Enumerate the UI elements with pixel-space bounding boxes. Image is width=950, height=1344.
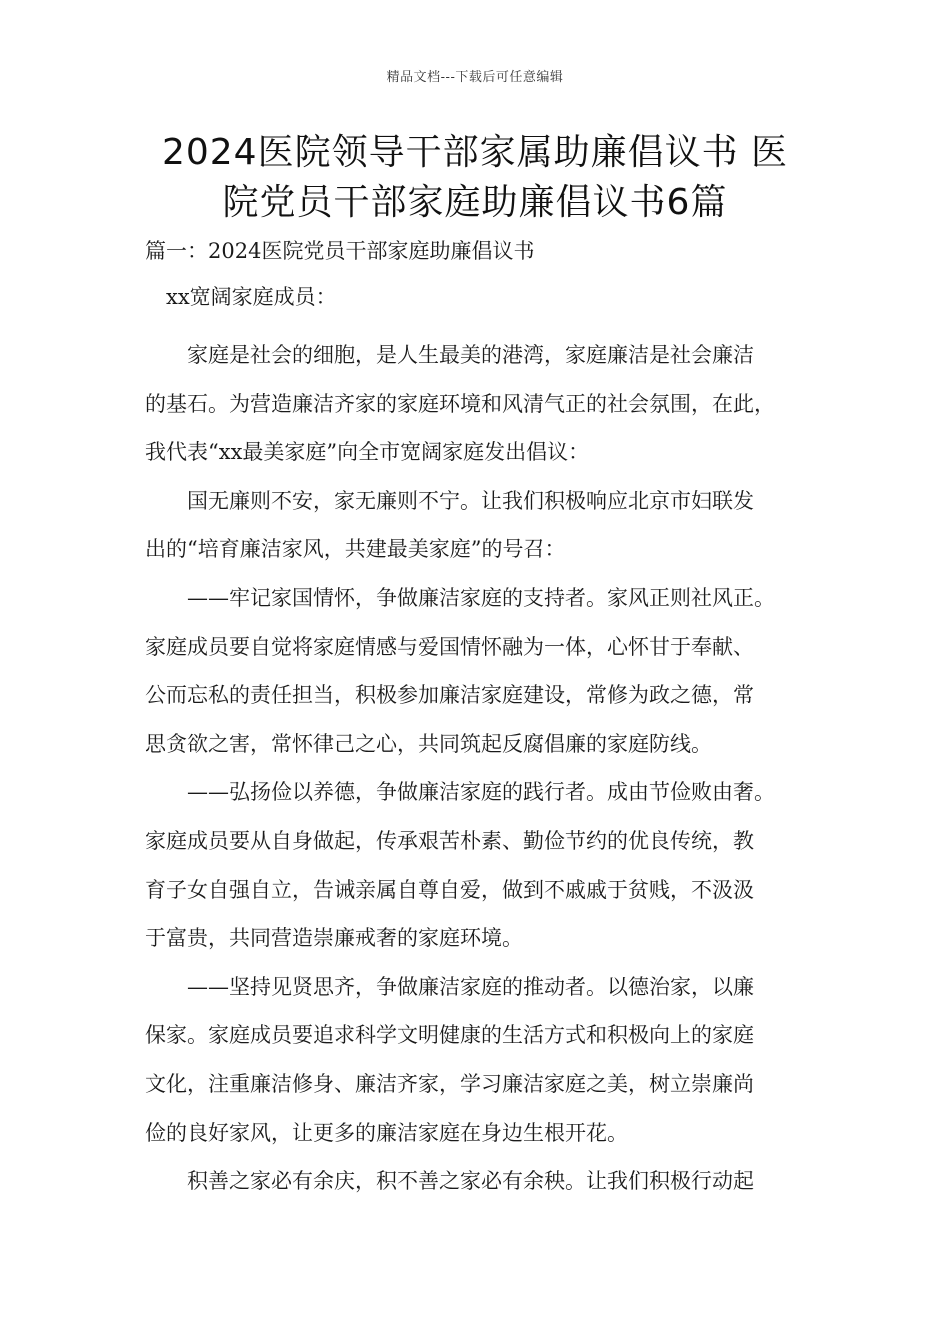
paragraph-4: ——弘扬俭以养德，争做廉洁家庭的践行者。成由节俭败由奢。 家庭成员要从自身做起，传承艰苦朴素、勤俭节约的优良传统，教 育子女自强自立，告诫亲属自尊自爱，做到不戚戚于贫贱，不汲汲 于富贵，共同营造崇廉戒奢的家庭环境。 <box>145 780 775 951</box>
paragraph-6: 积善之家必有余庆，积不善之家必有余秧。让我们积极行动起 <box>187 1169 754 1194</box>
title-line-1: 2024医院领导干部家属助廉倡议书 医 <box>161 132 789 173</box>
paragraph-3: ——牢记家国情怀，争做廉洁家庭的支持者。家风正则社风正。 家庭成员要自觉将家庭情感与爱国情怀融为一体，心怀甘于奉献、 公而忘私的责任担当，积极参加廉洁家庭建设，常修为政之德，常 思贪欲之害，常怀律己之心，共同筑起反腐倡廉的家庭防线。 <box>145 585 775 756</box>
document-title <box>110 128 840 228</box>
title-line-2: 院党员干部家庭助廉倡议书6篇 <box>222 182 728 223</box>
salutation: xx宽阔家庭成员： <box>166 285 337 309</box>
paragraph-1: 家庭是社会的细胞，是人生最美的港湾，家庭廉洁是社会廉洁 的基石。为营造廉洁齐家的家庭环境和风清气正的社会氛围，在此， 我代表“xx最美家庭”向全市宽阔家庭发出倡议： <box>145 343 775 465</box>
paragraph-5: ——坚持见贤思齐，争做廉洁家庭的推动者。以德治家，以廉 保家。家庭成员要追求科学文明健康的生活方式和积极向上的家庭 文化，注重廉洁修身、廉洁齐家，学习廉洁家庭之美，树立崇廉尚 俭的良好家风，让更多的廉洁家庭在身边生根开花。 <box>145 974 754 1145</box>
header-note: 精品文档---下载后可任意编辑 <box>386 70 564 85</box>
paragraph-2: 国无廉则不安，家无廉则不宁。让我们积极响应北京市妇联发 出的“培育廉洁家风，共建最美家庭”的号召： <box>145 488 754 562</box>
document-body <box>145 233 815 1206</box>
section-heading: 篇一：2024医院党员干部家庭助廉倡议书 <box>145 239 535 263</box>
